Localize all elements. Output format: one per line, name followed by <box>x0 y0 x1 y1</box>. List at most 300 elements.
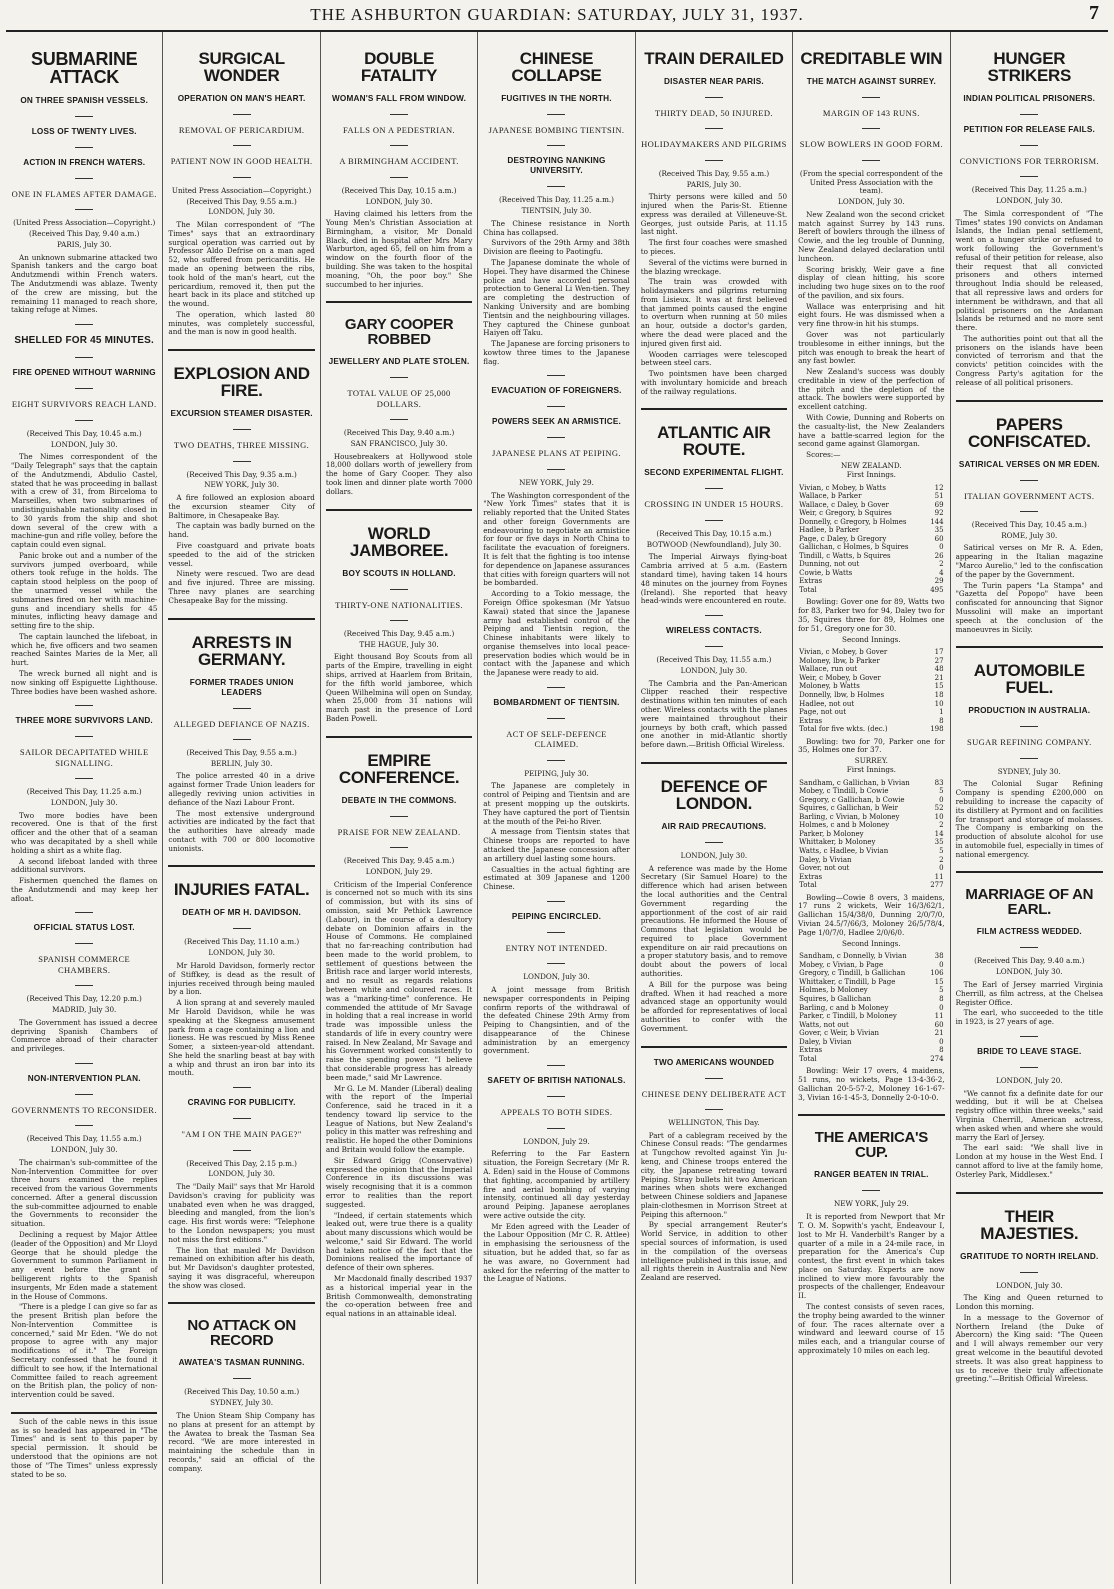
article-body <box>11 1019 157 1054</box>
runs-cell: 277 <box>930 881 944 890</box>
divider <box>75 1094 93 1095</box>
dateline: LONDON, July 29. <box>365 866 433 876</box>
scorecard-row <box>798 674 944 683</box>
paragraph: The lion that mauled Mr Davidson remained on exhibition after his death, but Mr Davidson's daughter protested, saying it was disgraceful, whereupon the show was closed. <box>168 1245 315 1290</box>
article-body <box>641 1132 787 1283</box>
scorecard <box>798 952 944 1063</box>
subheading: A BIRMINGHAM ACCIDENT. <box>339 156 459 167</box>
subheading: WIRELESS CONTACTS. <box>666 626 762 636</box>
subheading: EXCURSION STEAMER DISASTER. <box>170 409 313 419</box>
paragraph: An unknown submarine attacked two Spanish tankers and the cargo boat Andutzmendi within French waters. The Andutzmendi was ablaze. Twenty of the crew are missing, but the remaining 11 managed to reach shore, taking refuge at Nimes. <box>11 252 158 315</box>
scorecard-row <box>798 717 944 726</box>
paragraph: Survivors of the 29th Army and 38th Division are fleeing to Paotingfu. <box>483 238 630 257</box>
divider <box>798 1114 944 1116</box>
paragraph: In a message to the Governor of Northern Ireland (the Duke of Abercorn) the King said: "The Queen and I will always remember our very great welcome in the beautiful devoted streets. It was also great happiness to us to receive their truly affectionate greeting."—British Official Wireless. <box>955 1312 1103 1384</box>
dateline: LONDON, July 30. <box>365 196 433 206</box>
runs-cell: 35 <box>934 838 944 847</box>
batsman-cell: Extras <box>799 872 823 881</box>
batsman-cell: Vivian, c Mobey, b Watts <box>799 483 886 492</box>
paragraph: The Washington correspondent of the "New York Times" states that it is reliably reported that the United States and other foreign Governments are endeavouring to negotiate an armistice for four or five days in North China to facilitate the evacuation of foreigners. It is felt that the fighting is too intense for dependence on Japanese assurances that cities with foreign quarters will not be bombarded. <box>483 490 630 588</box>
divider <box>1020 947 1038 948</box>
article-body <box>483 986 629 1056</box>
divider <box>326 301 472 303</box>
scorecard-row <box>798 492 944 501</box>
scorecard-row <box>798 838 944 847</box>
paragraph: The Japanese are forcing prisoners to kowtow three times to the Japanese flag. <box>483 339 630 366</box>
divider <box>75 1125 93 1126</box>
headline: NO ATTACK ON RECORD <box>187 1317 296 1350</box>
article-body <box>168 1183 314 1290</box>
subheading: THE MATCH AGAINST SURREY. <box>806 77 936 86</box>
divider <box>705 1078 723 1079</box>
runs-cell: 5 <box>939 986 944 995</box>
divider <box>233 114 251 115</box>
dateline: ROME, July 30. <box>1001 530 1058 540</box>
batsman-cell: Holmes, b Moloney <box>799 986 868 995</box>
received: (Received This Day, 10.45 a.m.) <box>971 519 1087 529</box>
divider <box>641 1046 787 1048</box>
divider <box>547 718 565 719</box>
runs-cell: 0 <box>939 1003 944 1012</box>
subheading: TOTAL VALUE OF 25,000 DOLLARS. <box>347 388 451 409</box>
column-5 <box>636 32 793 1584</box>
divider <box>390 589 408 590</box>
divider <box>705 520 723 521</box>
paragraph: Two pointsmen have been charged with involuntary homicide and breach of the railway regulations. <box>640 369 788 396</box>
batsman-cell: Hadlee, b Parker <box>799 526 860 535</box>
paragraph: Panic broke out and a number of the survivors jumped overboard, while others took refuge in the holds. The captain stood helpless on the poop of the unarmed vessel while the submarines fired on her with machine-guns and incendiary shells for 45 minutes, inflicting heavy damage and setting fire to the ship. <box>11 550 158 631</box>
subheading: JAPANESE PLANS AT PEIPING. <box>492 448 621 459</box>
paragraph: A message from Tientsin states that Chinese troops are reported to have attacked the Japanese concession after an artillery duel lasting some hours. <box>483 827 630 863</box>
article-body <box>483 1150 629 1284</box>
article-body <box>798 211 944 460</box>
runs-cell: 52 <box>934 804 944 813</box>
article-body <box>326 210 472 289</box>
subheading: RANGER BEATEN IN TRIAL. <box>814 1170 929 1180</box>
scorecard-row <box>798 665 944 674</box>
batsman-cell: Extras <box>799 577 823 586</box>
batsman-cell: Barling, c and b Moloney <box>799 1003 889 1012</box>
credit: United Press Association—Copyright.) <box>171 185 312 195</box>
headline: CHINESE COLLAPSE <box>511 49 602 85</box>
received: (Received This Day, 9.35 a.m.) <box>186 469 297 479</box>
scorecard-row <box>798 509 944 518</box>
subheading: EVACUATION OF FOREIGNERS. <box>491 386 622 396</box>
scorecard-row <box>798 535 944 544</box>
runs-cell: 10 <box>934 699 944 708</box>
paragraph: According to a Tokio message, the Foreign Office spokesman (Mr Yatsuo Kawai) stated that since the Japanese army had established control of the Peiping and Tientsin region, the Chinese inhabitants were likely to organise themselves into local peace-preservation bodies which would be in contact with the Japanese and which the Japanese were ready to aid. <box>483 589 630 678</box>
subheading: ALLEGED DEFIANCE OF NAZIS. <box>173 718 310 729</box>
paragraph: The Turin papers "La Stampa" and "Gazetta del Popopo" have been confiscated for announcing that Signor Mussolini will make an important speech at the conclusion of the manoeuvres in Sicily. <box>955 580 1103 634</box>
runs-cell: 15 <box>934 977 944 986</box>
received: (Received This Day, 12.20 p.m.) <box>26 994 142 1004</box>
paragraph: Scores:— <box>806 450 841 460</box>
received: (Received This Day, 10.50 a.m.) <box>184 1387 300 1397</box>
batsman-cell: Total <box>799 585 817 594</box>
scorecard-row <box>798 961 944 970</box>
paragraph: New Zealand's success was doubly creditable in view of the perfection of the pitch and the depletion of the attack. The bowlers were supported by excellent catching. <box>798 367 945 412</box>
scorecard-row <box>798 569 944 578</box>
headline: ARRESTS IN GERMANY. <box>191 632 292 669</box>
runs-cell: 15 <box>934 682 944 691</box>
article-body <box>641 865 787 1034</box>
divider <box>1020 1036 1038 1037</box>
dateline: WELLINGTON, This Day. <box>668 1117 760 1127</box>
subheading: INDIAN POLITICAL PRISONERS. <box>963 94 1096 103</box>
article-body <box>956 1090 1103 1180</box>
paragraph: Mr Harold Davidson, formerly rector of Stiffkey, is dead as the result of injuries received through being mauled by a lion. <box>168 961 315 997</box>
subheading: OPERATION ON MAN'S HEART. <box>177 94 306 103</box>
batsman-cell: Whittaker, b Moloney <box>799 838 876 847</box>
runs-cell: 495 <box>930 585 944 594</box>
runs-cell: 14 <box>934 829 944 838</box>
runs-cell: 35 <box>934 526 944 535</box>
divider <box>75 357 93 358</box>
divider <box>547 901 565 902</box>
scorecard-row <box>798 1038 944 1047</box>
paragraph: Such of the cable news in this issue as is so headed has appeared in "The Times" and is sent to this paper by special permission. It should be understood that the opinions are not those of "The Times" unless expressly stated to be so. <box>11 1416 158 1479</box>
scorecard-row <box>798 648 944 657</box>
column-3 <box>321 32 478 1584</box>
dateline: LONDON, July 30. <box>995 967 1063 977</box>
subheading: AIR RAID PRECAUTIONS. <box>661 821 767 831</box>
batsman-cell: Squires, c Gallichan, b Weir <box>799 804 898 813</box>
batsman-cell: Hadlee, not out <box>799 699 855 708</box>
team-title: NEW ZEALAND. <box>841 460 902 470</box>
batsman-cell: Barling, c Vivian, b Moloney <box>799 812 900 821</box>
paragraph: The earl, who succeeded to the title in 1923, is 27 years of age. <box>955 1008 1103 1027</box>
paragraph: The Colonial Sugar Refining Company is spending £200,000 on rebuilding to increase the capacity of its distillery at Pyrmont and on facilities for transport and storage of molasses. The Company is embarking on the production of absolute alcohol for use in automobile fuel, especially in times of national emergency. <box>955 779 1103 859</box>
scorecard-row <box>798 518 944 527</box>
received: (Received This Day, 9.40 a.m.) <box>343 428 455 438</box>
divider <box>1020 1067 1038 1068</box>
subheading: ENTRY NOT INTENDED. <box>505 942 608 953</box>
divider <box>75 388 93 389</box>
paragraph: The Imperial Airways flying-boat Cambria arrived at 5 a.m. (Eastern standard time), having taken 14 hours 48 minutes on the journey from Foynes (Ireland). She reported that heavy head-winds were encountered en route. <box>640 552 788 606</box>
divider <box>547 963 565 964</box>
batsman-cell: Extras <box>799 716 823 725</box>
divider <box>641 762 787 764</box>
scorecard-row <box>798 813 944 822</box>
divider <box>1020 1272 1038 1273</box>
batsman-cell: Cowie, b Watts <box>799 568 853 577</box>
batsman-cell: Total <box>799 1054 817 1063</box>
divider <box>705 128 723 129</box>
subheading: SAILOR DECAPITATED WHILE SIGNALLING. <box>19 747 149 768</box>
article-body <box>11 1418 157 1479</box>
received: (Received This Day, 9.45 a.m.) <box>343 856 455 866</box>
dateline: LONDON, July 30. <box>50 1145 118 1155</box>
paragraph: Two more bodies have been recovered. One is that of the first officer and the other that of a seaman who was decapitated by a shell while holding a shirt as a white flag. <box>11 810 158 855</box>
article-body <box>798 1213 944 1356</box>
paragraph: A Bill for the purpose was being drafted. When it had reached a more advanced stage an opportunity would be afforded for representatives of local authorities to confer with the Government. <box>640 979 788 1033</box>
subheading: DEATH OF MR H. DAVIDSON. <box>182 908 301 918</box>
batsman-cell: Sandham, c Gallichan, b Vivian <box>799 778 910 787</box>
scorecard-row <box>798 856 944 865</box>
scorecard-row <box>798 995 944 1004</box>
scorecard-row <box>798 526 944 535</box>
runs-cell: 8 <box>939 1046 944 1055</box>
batsman-cell: Page, not out <box>799 708 847 717</box>
batsman-cell: Moloney, lbw, b Parker <box>799 656 880 665</box>
received: (Received This Day, 10.15 a.m.) <box>341 185 457 195</box>
column-7 <box>951 32 1108 1584</box>
subheading: ON THREE SPANISH VESSELS. <box>20 96 149 105</box>
batsman-cell: Parker, c Tindill, b Moloney <box>799 1012 897 1021</box>
batsman-cell: Gregory, c Gallichan, b Cowie <box>799 795 905 804</box>
dateline: LONDON, July 20. <box>995 1075 1063 1085</box>
column-6 <box>793 32 950 1584</box>
received: (Received This Day, 9.55 a.m.) <box>186 196 297 206</box>
divider <box>233 177 251 178</box>
divider <box>168 865 314 867</box>
divider <box>75 324 93 325</box>
paragraph: A reference was made by the Home Secretary (Sir Samuel Hoare) to the difference which had arisen between the local authorities and the Central Government regarding the apportionment of the cost of air raid precautions. He informed the House of Commons that legislation would be required to place Government expenditure on air raid precautions on a proper statutory basis, and to remove doubt about the powers of local authorities. <box>640 863 788 979</box>
batsman-cell: Dunning, not out <box>799 560 860 569</box>
batsman-cell: Total for five wkts. (dec.) <box>799 725 888 734</box>
divider <box>547 114 565 115</box>
article-body <box>11 453 157 696</box>
divider <box>326 509 472 511</box>
divider <box>547 145 565 146</box>
scorecard-row <box>798 796 944 805</box>
paragraph: The wreck burned all night and is now sinking off Espiguette Lighthouse. Three bodies have been washed ashore. <box>11 669 158 696</box>
paragraph: The operation, which lasted 80 minutes, was completely successful, and the man is now in good health. <box>168 309 315 337</box>
article-body <box>326 653 472 723</box>
batsman-cell: Donnelly, lbw, b Holmes <box>799 690 885 699</box>
innings-label: Second Innings. <box>842 938 901 948</box>
received: (Received This Day, 11.25 a.m.) <box>26 787 142 797</box>
subheading: POWERS SEEK AN ARMISTICE. <box>491 417 622 427</box>
divider <box>641 408 787 410</box>
batsman-cell: Parker, b Moloney <box>799 829 864 838</box>
runs-cell: 0 <box>939 960 944 969</box>
paragraph: Casualties in the actual fighting are estimated at 309 Japanese and 1200 Chinese. <box>483 864 630 892</box>
divider <box>390 620 408 621</box>
article-body <box>11 812 157 904</box>
scorecard-row <box>798 1004 944 1013</box>
subheading: TWO AMERICANS WOUNDED <box>653 1057 775 1067</box>
paragraph: Five coastguard and private boats speeded to the aid of the stricken vessel. <box>168 541 315 568</box>
headline: THEIR MAJESTIES. <box>980 1206 1079 1243</box>
subheading: THREE MORE SURVIVORS LAND. <box>15 716 153 726</box>
masthead <box>6 0 1108 32</box>
runs-cell: 60 <box>934 534 944 543</box>
article-body <box>326 453 472 497</box>
divider <box>547 469 565 470</box>
scorecard-row <box>798 501 944 510</box>
divider <box>75 1063 93 1064</box>
headline: SUBMARINE ATTACK <box>31 49 138 87</box>
divider <box>233 429 251 430</box>
dateline: LONDON, July 30. <box>995 196 1063 206</box>
runs-cell: 26 <box>934 551 944 560</box>
paragraph: Mr G. Le M. Mander (Liberal) dealing with the report of the Imperial Conference, said he traced in it a tendency toward lip service to the League of Nations, but New Zealand's policy in this matter was refreshing and realistic. He hoped the other Dominions and Britain would follow the example. <box>325 1083 473 1155</box>
subheading: EIGHT SURVIVORS REACH LAND. <box>11 399 157 410</box>
divider <box>1020 480 1038 481</box>
received: (Received This Day, 9.55 a.m.) <box>186 747 297 757</box>
runs-cell: 92 <box>934 509 944 518</box>
received: (Received This Day, 11.25 a.m.) <box>498 195 614 205</box>
paragraph: The Government has issued a decree depriving Spanish Chambers of Commerce abroad of their character and privileges. <box>11 1017 158 1054</box>
subheading: APPEALS TO BOTH SIDES. <box>500 1107 613 1118</box>
runs-cell: 48 <box>934 665 944 674</box>
divider <box>233 739 251 740</box>
column-1 <box>6 32 163 1584</box>
paragraph: It is reported from Newport that Mr T. O. M. Sopwith's yacht, Endeavour I, lost to Mr H. Vanderbilt's Ranger by a quarter of a mile in a 24-mile race, in preparation for the America's Cup contest, the first event in which takes place on Saturday. Experts are now inclined to view more favourably the prospects of the challenger, Endeavour II. <box>798 1212 945 1301</box>
headline: DOUBLE FATALITY <box>360 49 438 85</box>
article-body <box>798 738 944 756</box>
divider <box>233 1150 251 1151</box>
subheading: BRIDE TO LEAVE STAGE. <box>977 1046 1082 1056</box>
headline: AUTOMOBILE FUEL. <box>973 661 1085 698</box>
divider <box>11 1412 157 1414</box>
batsman-cell: Tindill, c Watts, b Squires <box>799 551 891 560</box>
paragraph: "Indeed, if certain statements which leaked out, were true there is a quality about many discussions which would be welcome," said Sir Edward. The world had taken notice of the fact that the Dominions realised the importance of defence of their own spheres. <box>325 1210 473 1273</box>
subheading: FILM ACTRESS WEDDED. <box>976 927 1082 937</box>
dateline: NEW YORK, July 29. <box>833 1199 909 1209</box>
scorecard-total-row <box>798 586 944 595</box>
headline: THE AMERICA'S CUP. <box>814 1129 928 1162</box>
batsman-cell: Weir, c Gregory, b Squires <box>799 509 892 518</box>
dateline: NEW YORK, July 29. <box>519 477 594 487</box>
subheading: FUGITIVES IN THE NORTH. <box>501 94 612 103</box>
received: (Received This Day, 11.25 a.m.) <box>971 185 1087 195</box>
paragraph: Bowling: two for 70, Parker one for 35, Holmes one for 37. <box>798 736 945 755</box>
article-body <box>798 598 944 633</box>
divider <box>233 1118 251 1119</box>
paragraph: A joint message from British newspaper correspondents in Peiping confirm reports of the withdrawal of the defeated Chinese 29th Army from Peiping to Changsintien, and of the disappearance of the Chinese administration by an emergency government. <box>483 984 630 1056</box>
dateline: LONDON, July 30. <box>208 207 275 217</box>
divider <box>233 1378 251 1379</box>
runs-cell: 60 <box>934 1020 944 1029</box>
divider <box>326 736 472 738</box>
scorecard-total-row <box>798 725 944 734</box>
divider <box>75 736 93 737</box>
subheading: BOMBARDMENT OF TIENTSIN. <box>493 697 620 707</box>
batsman-cell: Donnelly, c Gregory, b Holmes <box>799 517 907 526</box>
divider <box>705 97 723 98</box>
runs-cell: 274 <box>930 1054 944 1063</box>
scorecard-row <box>798 864 944 873</box>
scorecard-row <box>798 708 944 717</box>
batsman-cell: Watts, not out <box>799 1020 849 1029</box>
scorecard-row <box>798 657 944 666</box>
article-body <box>11 254 157 315</box>
batsman-cell: Sandham, c Donnelly, b Vivian <box>799 952 907 961</box>
divider <box>1020 758 1038 759</box>
scorecard <box>798 484 944 595</box>
paragraph: Sir Edward Grigg (Conservative) expressed the opinion that the Imperial Conference in its discussions was wisely recognising that it is a common error to realities than the report suggested. <box>325 1155 473 1209</box>
paragraph: The Earl of Jersey married Virginia Cherrill, as film actress, at the Chelsea Register Office. <box>955 980 1103 1007</box>
innings-label: Second Innings. <box>842 634 901 644</box>
runs-cell: 2 <box>939 560 944 569</box>
paragraph: Having claimed his letters from the Young Men's Christian Association at Birmingham, a visitor, Mr Donald Black, died in hospital after Mrs Mary Warburton, aged 65, fell on him from a window on the fourth floor of the building. She was taken to the hospital moaning, "Oh, the poor boy." She succumbed to her injuries. <box>325 209 473 289</box>
runs-cell: 11 <box>934 1012 944 1021</box>
divider <box>168 1302 314 1304</box>
paragraph: Fishermen quenched the flames on the Andutzmendi and may keep her afloat. <box>11 876 158 903</box>
batsman-cell: Mobey, c Tindill, b Cowie <box>799 787 889 796</box>
article-body <box>956 210 1103 388</box>
divider <box>1020 176 1038 177</box>
received: (Received This Day, 11.10 a.m.) <box>184 937 300 947</box>
paragraph: A second lifeboat landed with three additional survivors. <box>11 856 158 875</box>
subheading: DESTROYING NANKING UNIVERSITY. <box>507 156 606 176</box>
divider <box>390 177 408 178</box>
dateline: BOTWOOD (Newfoundland), July 30. <box>646 539 782 549</box>
subheading: FIRE OPENED WITHOUT WARNING <box>12 368 156 378</box>
divider <box>862 97 880 98</box>
divider <box>547 375 565 376</box>
batsman-cell: Gover, not out <box>799 864 850 873</box>
paragraph: Bowling: Gover one for 89, Watts two for 83, Parker two for 94, Daley two for 35, Squires three for 89, Holmes one for 51, Gregory one for 30. <box>798 597 945 633</box>
divider <box>75 209 93 210</box>
subheading: DISASTER NEAR PARIS. <box>664 77 764 86</box>
divider <box>956 1192 1103 1194</box>
subheading: PRAISE FOR NEW ZEALAND. <box>337 826 461 837</box>
paragraph: The most extensive underground activities are indicated by the fact that the authorities have already made contact with 700 or 800 locomotive unionists. <box>168 808 315 853</box>
batsman-cell: Gover, c Weir, b Vivian <box>799 1029 880 1038</box>
runs-cell: 12 <box>934 483 944 492</box>
runs-cell: 5 <box>939 847 944 855</box>
divider <box>547 1128 565 1129</box>
subheading: SAFETY OF BRITISH NATIONALS. <box>487 1076 626 1086</box>
article-body <box>641 193 787 396</box>
runs-cell: 27 <box>934 656 944 665</box>
subheading: SATIRICAL VERSES ON MR EDEN. <box>958 459 1100 469</box>
masthead-title: THE ASHBURTON GUARDIAN: SATURDAY, JULY 31, 1937. <box>310 5 804 24</box>
paragraph: The Union Steam Ship Company has no plans at present for an attempt by the Awatea to break the Tasman Sea record. "We are more interested in maintaining the schedule than in records," said an official of the company. <box>168 1411 315 1473</box>
headline: EXPLOSION AND FIRE. <box>173 364 310 401</box>
scorecard-row <box>798 543 944 552</box>
article-body <box>168 1412 314 1473</box>
paragraph: Gover was not particularly troublesome in either innings, but the pitch was enough to break the heart of any fast bowler. <box>798 330 945 366</box>
divider <box>547 932 565 933</box>
paragraph: The Cambria and the Pan-American Clipper reached their respective destinations within ten minutes of each other. Wireless contacts with the planes were maintained throughout their journeys by both craft, which passed one another in mid-Atlantic shortly before dawn.—British Official Wireless. <box>640 678 788 750</box>
divider <box>705 1109 723 1110</box>
headline: ATLANTIC AIR ROUTE. <box>657 423 771 460</box>
subheading: LOSS OF TWENTY LIVES. <box>31 127 137 136</box>
column-2 <box>163 32 320 1584</box>
subheading: MARGIN OF 143 RUNS. <box>822 108 920 118</box>
scorecard-row <box>798 787 944 796</box>
runs-cell: 0 <box>939 1037 944 1046</box>
paragraph: Wooden carriages were telescoped between steel cars. <box>640 349 788 368</box>
divider <box>233 145 251 146</box>
innings-label: First Innings. <box>846 764 896 774</box>
paragraph: By special arrangement Reuter's World Service, in addition to other special sources of information, is used in the compilation of the overseas intelligence published in this issue, and all rights therein in Australia and New Zealand are reserved. <box>640 1220 788 1283</box>
divider <box>705 646 723 647</box>
article-body <box>168 221 314 337</box>
paragraph: The authorities point out that all the prisoners on the islands have been convicted of terrorism and that the convicts' petition coincides with the Congress Party's agitation for the release of all political prisoners. <box>955 333 1103 387</box>
paragraph: Bowling: Weir 17 overs, 4 maidens, 51 runs, no wickets, Page 13-4-36-2, Gallichan 20-5-57-2, Moloney 16-1-67-3, Vivian 16-1-45-3, Donnelly 2-0-10-0. <box>798 1066 945 1102</box>
headline: TRAIN DERAILED <box>644 49 784 68</box>
paragraph: The chairman's sub-committee of the Non-Intervention Committee for over three hours examined the replies received from the various Governments concerned. After a general discussion the sub-committee adjourned to enable the Governments to reconsider the situation. <box>11 1157 158 1229</box>
column-4 <box>478 32 635 1584</box>
scorecard-row <box>798 969 944 978</box>
subheading: SLOW BOWLERS IN GOOD FORM. <box>799 139 943 150</box>
paragraph: Declining a request by Major Attlee (leader of the Opposition) and Mr Lloyd George that he should pledge the Government to summon Parliament in any event before the grant of belligerent rights to the Spanish insurgents, Mr Eden made a statement in the House of Commons. <box>11 1230 158 1301</box>
subheading: JEWELLERY AND PLATE STOLEN. <box>328 357 470 367</box>
credit: (United Press Association—Copyright.) <box>13 218 156 228</box>
headline: CREDITABLE WIN <box>800 49 943 68</box>
paragraph: The Chinese resistance in North China has collapsed. <box>483 218 630 237</box>
scorecard-row <box>798 682 944 691</box>
batsman-cell: Wallace, run out <box>799 665 858 674</box>
dateline: LONDON, July 30. <box>523 972 590 982</box>
received: (Received This Day, 11.55 a.m.) <box>26 1134 142 1144</box>
received: (Received This Day, 9.55 a.m.) <box>658 168 770 178</box>
